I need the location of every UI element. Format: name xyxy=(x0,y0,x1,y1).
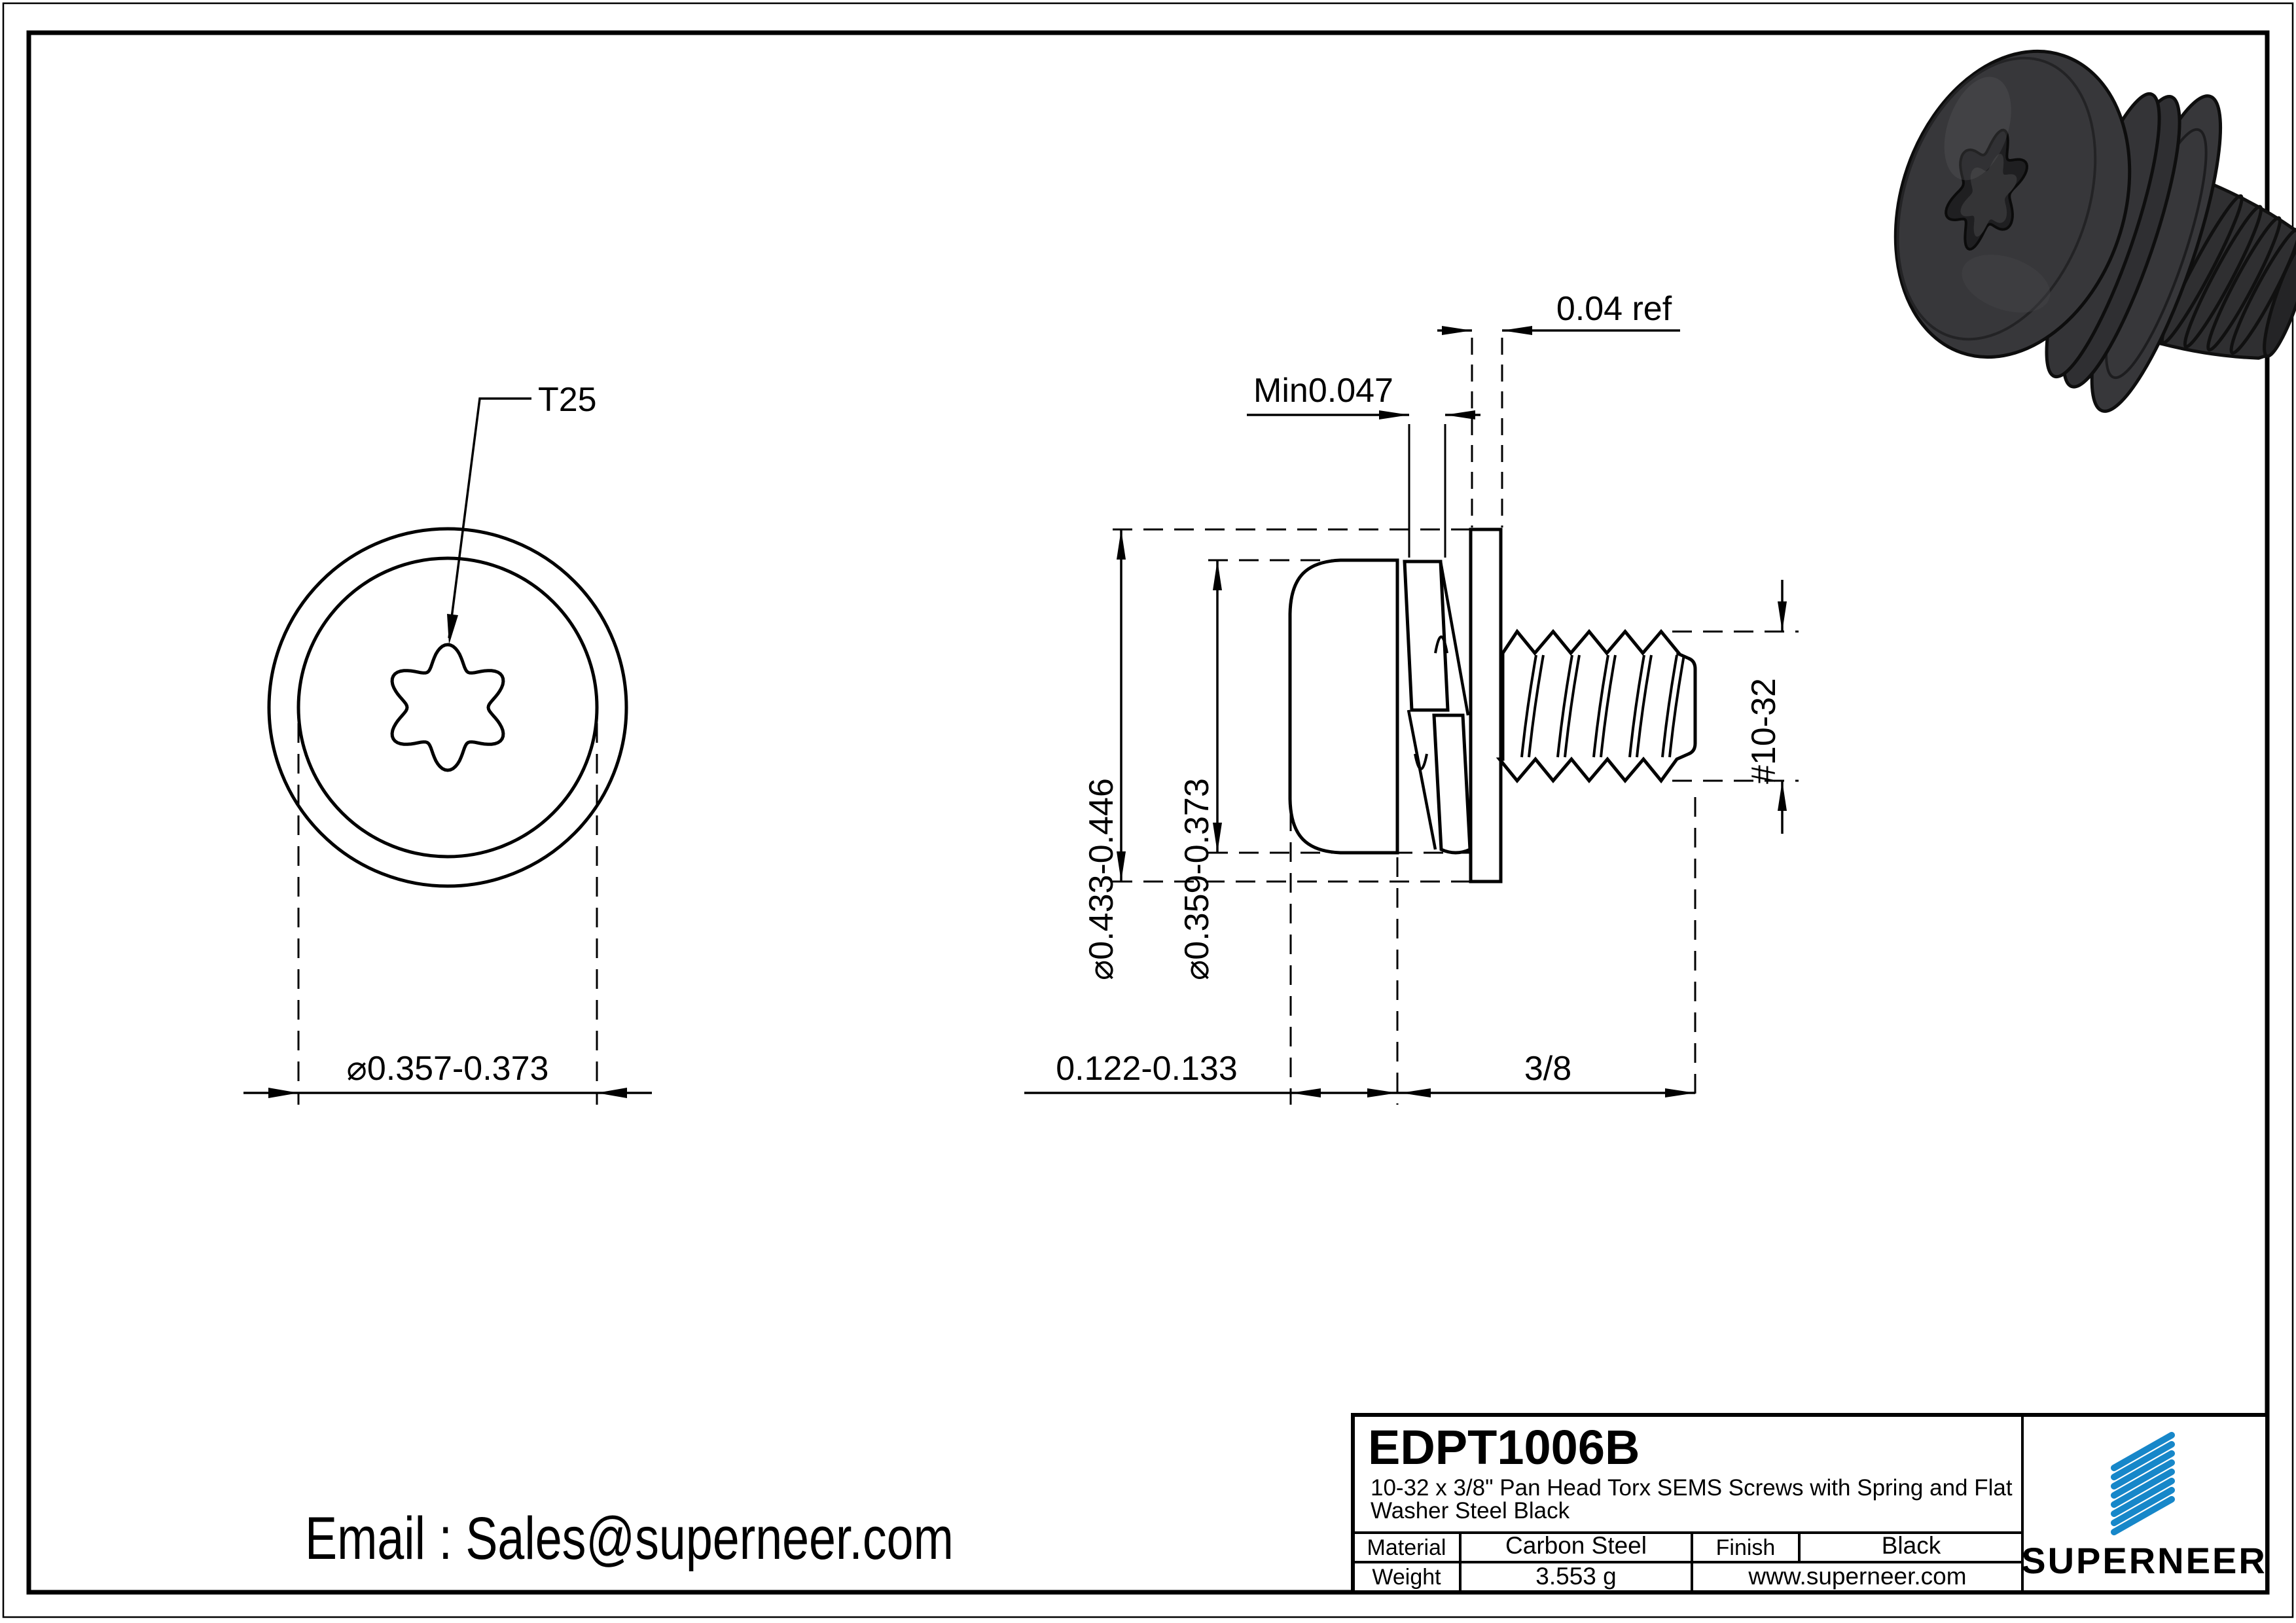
flat-washer xyxy=(1471,529,1501,882)
head-od-dim: ⌀0.359-0.373 xyxy=(1178,778,1216,980)
weight-value: 3.553 g xyxy=(1535,1563,1617,1590)
material-label: Material xyxy=(1367,1535,1446,1560)
torx-label: T25 xyxy=(538,381,597,419)
head-height-dim: 0.122-0.133 xyxy=(1056,1050,1238,1088)
material-value: Carbon Steel xyxy=(1505,1532,1647,1559)
thread-spec-dim: #10-32 xyxy=(1745,678,1783,784)
thread-length-dim: 3/8 xyxy=(1524,1050,1572,1088)
email-text: Email : Sales@superneer.com xyxy=(305,1505,954,1572)
finish-value: Black xyxy=(1881,1532,1941,1559)
washer-od-dim: ⌀0.433-0.446 xyxy=(1083,778,1121,980)
pan-head-profile xyxy=(1290,560,1397,853)
title-block xyxy=(1353,1415,2267,1592)
spring-min-dim: Min0.047 xyxy=(1253,372,1393,410)
description-line2: Washer Steel Black xyxy=(1371,1498,1570,1524)
weight-label: Weight xyxy=(1372,1565,1441,1590)
front-diameter-dim: ⌀0.357-0.373 xyxy=(346,1050,549,1088)
description-line1: 10-32 x 3/8" Pan Head Torx SEMS Screws with Spring and Flat xyxy=(1371,1475,2013,1501)
washer-thickness-dim: 0.04 ref xyxy=(1556,290,1672,328)
website-link[interactable]: www.superneer.com xyxy=(1748,1563,1967,1590)
finish-label: Finish xyxy=(1715,1535,1776,1560)
brand-wordmark: SUPERNEER xyxy=(2021,1540,2267,1581)
email-line xyxy=(305,1505,954,1572)
part-number: EDPT1006B xyxy=(1368,1420,1640,1474)
